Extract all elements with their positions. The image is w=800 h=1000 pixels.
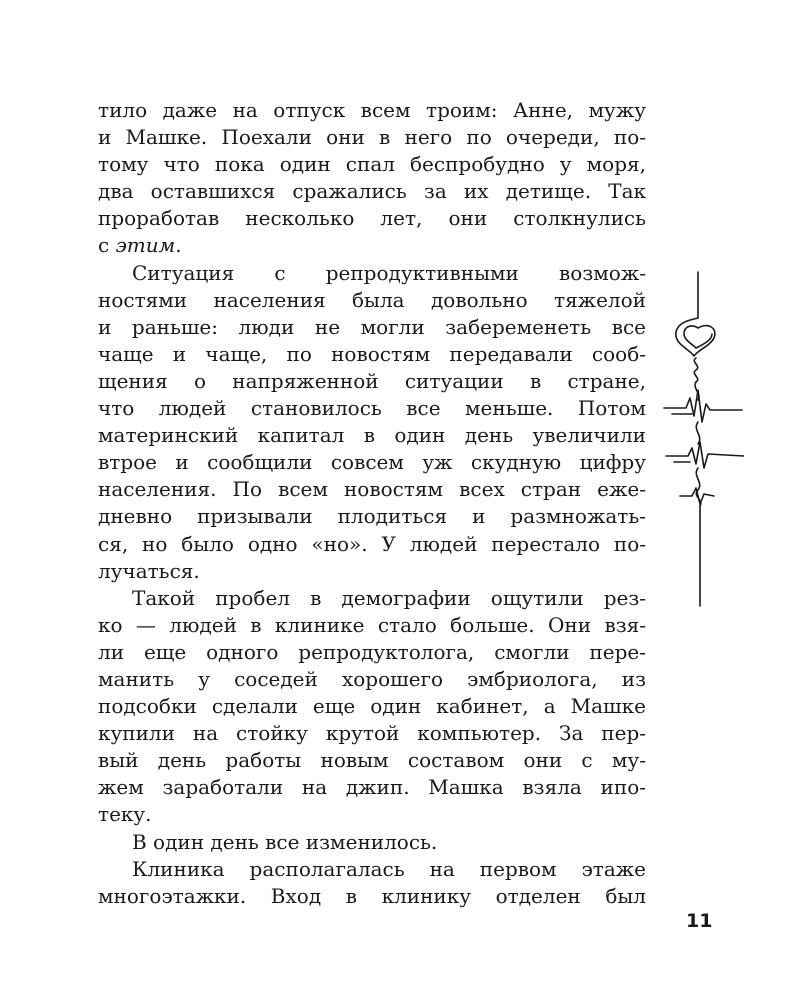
text-line: Ситуация с репродуктивными возмож- [132, 260, 646, 285]
text-line: материнский капитал в один день увеличили [98, 423, 646, 448]
text-line [98, 232, 646, 259]
text-line: подсобки сделали еще один кабинет, а Машке [98, 694, 646, 719]
text-line: и Машке. Поехали они в него по очереди, по- [98, 125, 646, 150]
text-line: купили на стойку крутой компьютер. За пер- [98, 721, 646, 746]
text-line: дневно призывали плодиться и размножать- [98, 504, 646, 529]
text-line: многоэтажки. Вход в клинику отделен был [98, 883, 646, 908]
text-line: проработав несколько лет, они столкнулись [98, 206, 646, 231]
text-line: манить у соседей хорошего эмбриолога, из [98, 666, 646, 691]
text-line: два оставшихся сражались за их детище. Так [98, 179, 646, 204]
page-number: 11 [686, 910, 713, 932]
text-segment: с [98, 233, 116, 258]
text-line: ли еще одного репродуктолога, смогли пере- [98, 639, 646, 664]
text-line: В один день все изменилось. [132, 829, 438, 854]
text-segment: . [175, 233, 182, 258]
text-line: щения о напряженной ситуации в стране, [98, 368, 646, 393]
emphasized-word: этим [115, 233, 176, 258]
text-line: втрое и сообщили совсем уж скудную цифру [98, 450, 646, 475]
text-line: теку. [98, 802, 152, 827]
text-line: ностями населения была довольно тяжелой [98, 287, 646, 312]
text-line: населения. По всем новостям всех стран еже- [98, 477, 646, 502]
text-line: вый день работы новым составом они с му- [98, 748, 646, 773]
text-line: чаще и чаще, по новостям передавали сооб- [98, 341, 646, 366]
text-line: ко — людей в клинике стало больше. Они взя- [98, 612, 646, 637]
text-line: и раньше: люди не могли забеременеть все [98, 314, 646, 339]
heartbeat-line-heart-icon [662, 270, 744, 610]
body-text [98, 97, 646, 910]
text-line: что людей становилось все меньше. Потом [98, 396, 646, 421]
text-line: ся, но было одно «но». У людей перестало по- [98, 531, 646, 556]
text-line: лучаться. [98, 558, 200, 583]
text-line: Такой пробел в демографии ощутили рез- [132, 585, 646, 610]
text-line: Клиника располагалась на первом этаже [132, 856, 646, 881]
text-line: тило даже на отпуск всем троим: Анне, мужу [98, 98, 646, 122]
text-line: жем заработали на джип. Машка взяла ипо- [98, 775, 646, 800]
text-line: тому что пока один спал беспробудно у моря, [98, 152, 646, 177]
